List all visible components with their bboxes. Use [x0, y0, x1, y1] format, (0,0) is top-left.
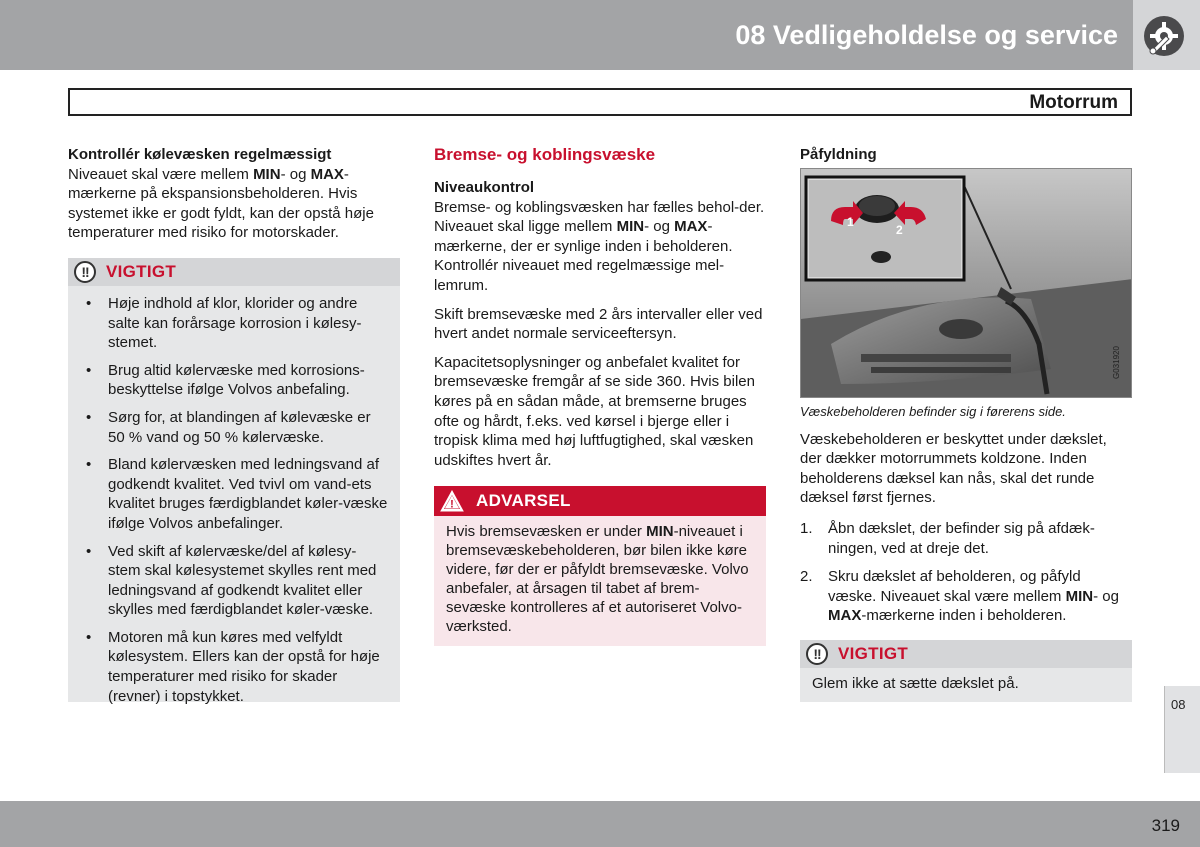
coolant-intro: Niveauet skal være mellem MIN- og MAX-mærkerne på ekspansionsbeholderen. Hvis systemet ikke er godt fyldt, kan der opstå høje temperaturer med risiko for motorskader. [68, 165, 374, 242]
svg-text:!: ! [450, 498, 454, 511]
filling-heading: Påfyldning [800, 146, 877, 163]
list-item: • Bland kølervæsken med ledningsvand af godkendt kvalitet. Ved tvivl om vand-ets kvalitet bruges færdigblandet køler-væske ifølge Volvos anbefalinger. [86, 456, 388, 532]
important-notice-coolant [68, 258, 400, 705]
list-item: • Høje indhold af klor, klorider og andre salte kan forårsage korrosion i kølesy-stemet. [86, 294, 362, 352]
list-item: 2. Skru dækslet af beholderen, og påfyld væske. Niveauet skal være mellem MIN- og MAX-mærkerne inden i beholderen. [800, 568, 1119, 625]
brake-p3: Kapacitetsoplysninger og anbefalet kvalitet for bremsevæske fremgår af se side 360. Hvis bilen køres på en sådan måde, at bremserne bruges ofte og hårdt, f.eks. ved kørsel i bjerge eller i tropisk klima med høj luftfugtighed, skal væsken udskiftes hvert år. [434, 353, 755, 469]
warning-notice-header [434, 486, 766, 516]
list-item: 1. Åbn dækslet, der befinder sig på afdæk-ningen, ved at dreje det. [800, 519, 1095, 557]
section-header-box [68, 88, 1132, 116]
exclamation-icon: !! [806, 643, 828, 665]
column-brake-fluid [434, 145, 766, 646]
level-check-subheading: Niveaukontrol [434, 179, 535, 196]
brake-p1: Bremse- og koblingsvæsken har fælles behol-der. Niveauet skal ligge mellem MIN- og MAX-mærkerne, der er synlige inden i beholderen. Kontrollér niveauet med regelmæssige mel-lemrum. [434, 198, 765, 294]
list-item: • Brug altid kølervæske med korrosions-beskyttelse ifølge Volvos anbefaling. [86, 361, 365, 399]
filling-steps [800, 519, 1132, 626]
chapter-title: 08 Vedligeholdelse og service [735, 20, 1118, 50]
wrench-gear-icon [1142, 14, 1186, 58]
warning-label: ADVARSEL [476, 491, 571, 511]
warning-text: Hvis bremsevæsken er under MIN-niveauet i bremsevæskebeholderen, bør bilen ikke køre videre, før der er påfyldt bremsevæske. Volvo anbefaler, at årsagen til tabet af brem-sevæske kontrolleres af et autoriseret Volvo-værksted. [446, 523, 749, 636]
photo-caption: Væskebeholderen befinder sig i førerens side. [800, 403, 1066, 419]
column-coolant [68, 145, 400, 705]
column-filling [800, 145, 1132, 702]
chapter-tab-label: 08 [1171, 697, 1186, 712]
svg-text:2: 2 [896, 222, 903, 237]
important-notice-cap [800, 640, 1132, 702]
footer-bar [0, 801, 1200, 847]
svg-text:G031920: G031920 [1112, 345, 1121, 379]
coolant-notice-list [68, 286, 400, 716]
important-label: VIGTIGT [106, 261, 177, 281]
important-notice-header [800, 640, 1132, 668]
svg-text:1: 1 [847, 214, 854, 229]
important-notice-text: Glem ikke at sætte dækslet på. [812, 674, 1019, 692]
engine-bay-illustration [801, 169, 1132, 398]
page-number: 319 [1151, 816, 1180, 835]
exclamation-icon: !! [74, 261, 96, 283]
list-item: • Motoren må kun køres med velfyldt kølesystem. Ellers kan der opstå for høje temperaturer med risiko for skader (revner) i topstykket. [86, 628, 380, 705]
brake-p2: Skift bremsevæske med 2 års intervaller eller ved hvert andet normale serviceeftersyn. [434, 305, 763, 343]
filling-p1: Væskebeholderen er beskyttet under dækslet, der dækker motorrummets koldzone. Inden beholderens dæksel kan nås, skal det runde dæksel først fjernes. [800, 430, 1107, 507]
important-label: VIGTIGT [838, 643, 909, 663]
section-title: Motorrum [1029, 92, 1118, 113]
list-item: • Ved skift af kølervæske/del af kølesy-stem skal kølesystemet skylles rent med ledningsvand af godkendt kvalitet eller skylles med færdigblandet køler-væske. [86, 542, 377, 619]
important-notice-header [68, 258, 400, 286]
warning-notice-brake [434, 486, 766, 646]
brake-fluid-heading: Bremse- og koblingsvæske [434, 145, 656, 164]
warning-triangle-icon [440, 490, 464, 512]
engine-bay-photo [800, 168, 1132, 398]
coolant-heading: Kontrollér kølevæsken regelmæssigt [68, 146, 332, 163]
list-item: • Sørg for, at blandingen af kølevæske er 50 % vand og 50 % kølervæske. [86, 408, 371, 446]
